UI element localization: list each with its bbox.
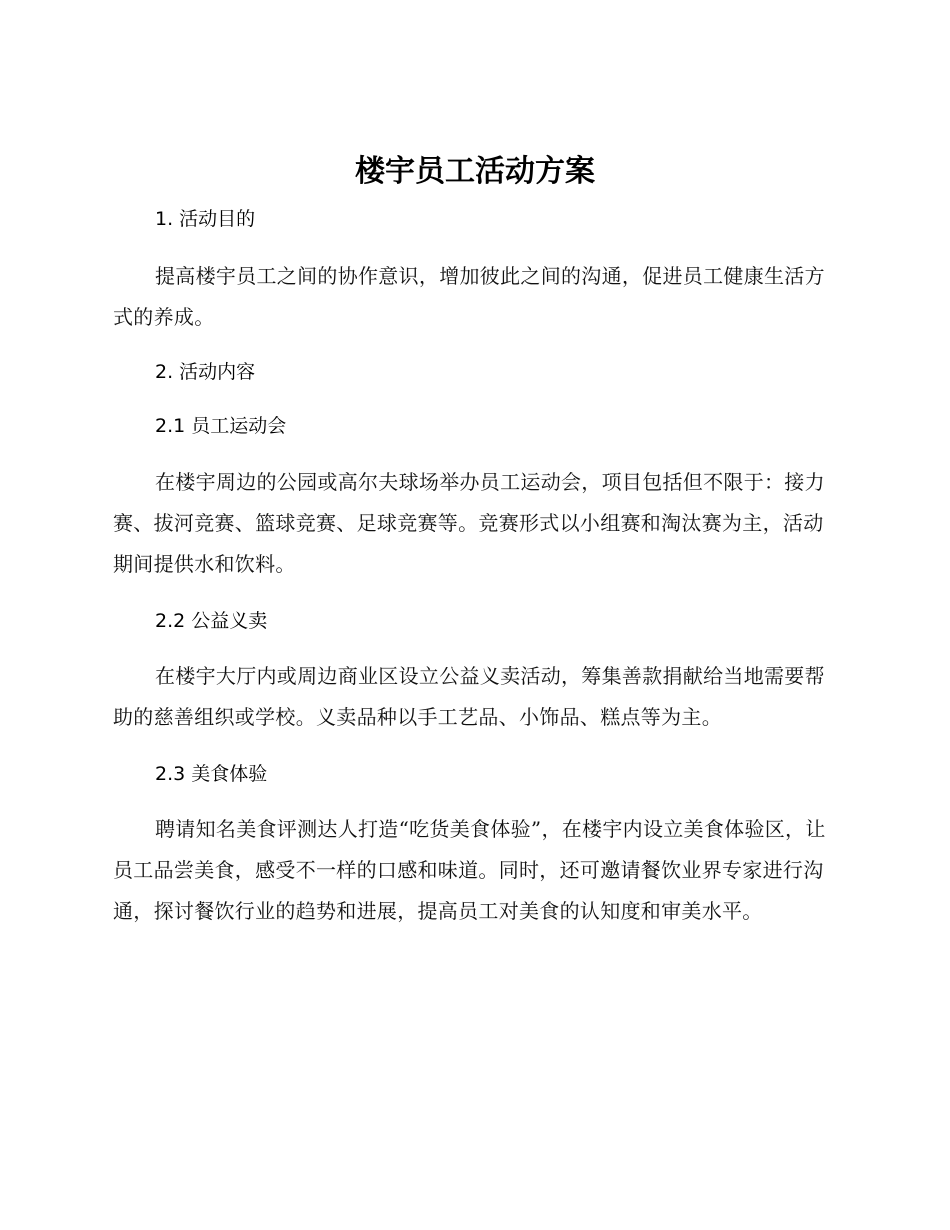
section-paragraph-purpose: 提高楼宇员工之间的协作意识，增加彼此之间的沟通，促进员工健康生活方式的养成。 xyxy=(113,264,825,329)
section-paragraph-sports-meet: 在楼宇周边的公园或高尔夫球场举办员工运动会，项目包括但不限于：接力赛、拔河竞赛、篮球竞赛、足球竞赛等。竞赛形式以小组赛和淘汰赛为主，活动期间提供水和饮料。 xyxy=(113,470,825,576)
section-heading-content: 2. 活动内容 xyxy=(155,361,256,383)
section-paragraph-charity-sale: 在楼宇大厅内或周边商业区设立公益义卖活动，筹集善款捐献给当地需要帮助的慈善组织或学校。义卖品种以手工艺品、小饰品、糕点等为主。 xyxy=(113,664,825,729)
section-heading-purpose: 1. 活动目的 xyxy=(155,208,256,230)
section-heading-food-experience: 2.3 美食体验 xyxy=(155,763,268,785)
section-heading-charity-sale: 2.2 公益义卖 xyxy=(155,610,268,632)
section-paragraph-food-experience: 聘请知名美食评测达人打造“吃货美食体验”，在楼宇内设立美食体验区，让员工品尝美食，感受不一样的口感和味道。同时，还可邀请餐饮业界专家进行沟通，探讨餐饮行业的趋势和进展，提高员工对美食的认知度和审美水平。 xyxy=(113,817,826,923)
document-title: 楼宇员工活动方案 xyxy=(355,154,595,189)
section-heading-sports-meet: 2.1 员工运动会 xyxy=(155,415,287,437)
